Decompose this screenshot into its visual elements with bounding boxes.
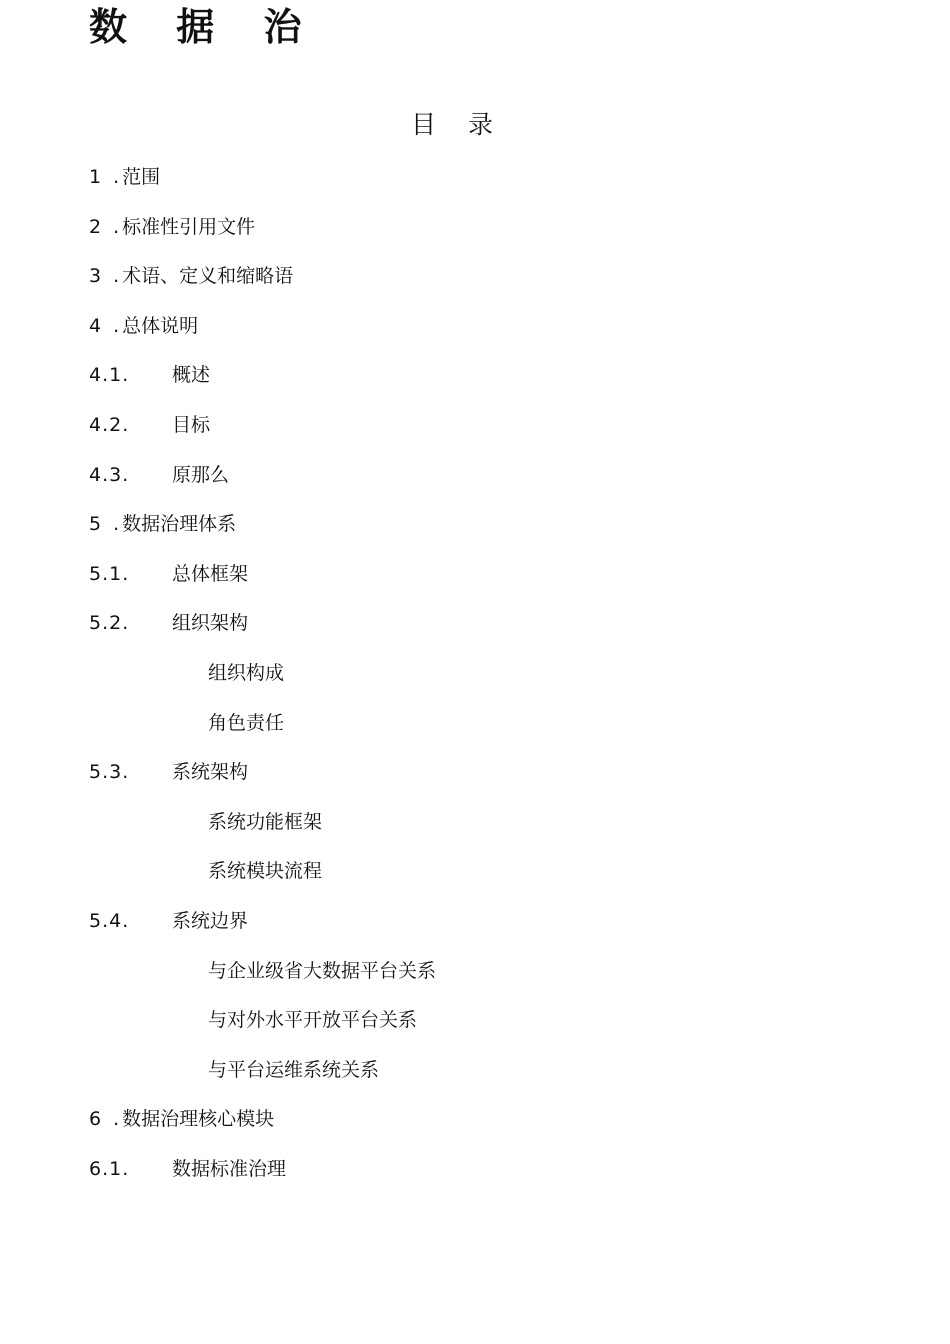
toc-entry-number: 3 . xyxy=(89,265,123,287)
toc-entry-text: 系统边界 xyxy=(172,910,249,932)
document-title: 数 据 治 xyxy=(89,5,320,49)
toc-entry-text: 概述 xyxy=(172,364,211,386)
toc-entry[interactable] xyxy=(208,956,436,986)
toc-entry[interactable] xyxy=(89,906,248,936)
toc-entry[interactable] xyxy=(89,162,160,192)
toc-entry-text: 范围 xyxy=(122,166,161,188)
toc-entry-number: 4.3. xyxy=(89,464,130,486)
toc-entry-number: 4.2. xyxy=(89,414,130,436)
toc-entry[interactable] xyxy=(89,559,248,589)
toc-entry-text: 组织构成 xyxy=(208,662,285,684)
toc-entry-number: 4 . xyxy=(89,315,123,337)
toc-entry-text: 与平台运维系统关系 xyxy=(208,1059,380,1081)
toc-entry[interactable] xyxy=(89,212,255,242)
toc-entry[interactable] xyxy=(89,757,248,787)
toc-entry-number: 5.2. xyxy=(89,612,130,634)
toc-entry-number: 2 . xyxy=(89,216,123,238)
toc-entry[interactable] xyxy=(89,410,210,440)
toc-entry-text: 系统功能框架 xyxy=(208,811,323,833)
toc-entry-text: 与企业级省大数据平台关系 xyxy=(208,960,437,982)
toc-entry-text: 目标 xyxy=(172,414,211,436)
toc-entry-text: 角色责任 xyxy=(208,712,285,734)
toc-entry[interactable] xyxy=(208,1055,379,1085)
toc-entry-text: 系统模块流程 xyxy=(208,860,323,882)
toc-entry-number: 5.1. xyxy=(89,563,130,585)
toc-entry[interactable] xyxy=(208,658,284,688)
toc-entry-text: 标准性引用文件 xyxy=(122,216,256,238)
toc-entry-text: 与对外水平开放平台关系 xyxy=(208,1009,418,1031)
toc-entry-text: 数据标准治理 xyxy=(172,1158,287,1180)
toc-entry-number: 4.1. xyxy=(89,364,130,386)
toc-entry-text: 总体框架 xyxy=(172,563,249,585)
toc-entry[interactable] xyxy=(89,1154,286,1184)
toc-entry-text: 原那么 xyxy=(172,464,230,486)
toc-entry[interactable] xyxy=(89,360,210,390)
toc-entry[interactable] xyxy=(89,311,198,341)
toc-entry-number: 6.1. xyxy=(89,1158,130,1180)
toc-entry-text: 数据治理核心模块 xyxy=(122,1108,275,1130)
toc-entry-number: 6 . xyxy=(89,1108,123,1130)
toc-entry[interactable] xyxy=(208,708,284,738)
toc-entry-text: 总体说明 xyxy=(122,315,199,337)
toc-entry[interactable] xyxy=(89,261,293,291)
toc-entry[interactable] xyxy=(89,460,229,490)
toc-entry[interactable] xyxy=(89,608,248,638)
toc-entry[interactable] xyxy=(208,856,322,886)
toc-entry-text: 系统架构 xyxy=(172,761,249,783)
toc-entry[interactable] xyxy=(89,509,236,539)
toc-entry-number: 1 . xyxy=(89,166,123,188)
toc-entry[interactable] xyxy=(208,1005,417,1035)
toc-entry-number: 5.4. xyxy=(89,910,130,932)
toc-entry-text: 组织架构 xyxy=(172,612,249,634)
toc-entry-number: 5.3. xyxy=(89,761,130,783)
toc-entry-number: 5 . xyxy=(89,513,123,535)
toc-heading: 目 录 xyxy=(411,110,505,139)
toc-entry-text: 术语、定义和缩略语 xyxy=(122,265,294,287)
toc-entry[interactable] xyxy=(208,807,322,837)
toc-entry[interactable] xyxy=(89,1104,274,1134)
toc-entry-text: 数据治理体系 xyxy=(122,513,237,535)
